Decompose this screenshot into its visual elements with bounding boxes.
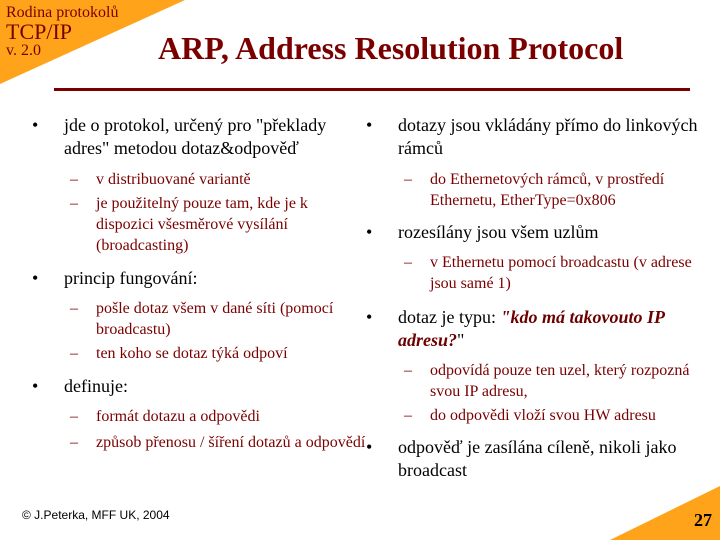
version-label: v. 2.0	[6, 42, 41, 59]
sub-bullet-marker: –	[70, 300, 78, 317]
sub-bullet-reply	[28, 343, 366, 364]
sub-bullet-ethernet-frames	[362, 169, 702, 211]
sub-bullet-transport	[28, 432, 366, 453]
sub-bullet-marker: –	[70, 408, 78, 425]
bullet-sent-to-all	[362, 221, 702, 244]
sub-bullet-text: ten koho se dotaz týká odpoví	[96, 345, 288, 362]
bullet-text-prefix: dotaz je typu:	[398, 307, 501, 327]
bullet-text: jde o protokol, určený pro "překlady adres" metodou dotaz&odpověď	[64, 115, 327, 158]
sub-bullet-text: v Ethernetu pomocí broadcastu (v adrese jsou samé 1)	[430, 254, 692, 292]
bullet-marker: •	[32, 115, 39, 135]
bullet-defines	[28, 375, 366, 398]
bullet-marker: •	[366, 115, 373, 135]
bullet-marker: •	[32, 376, 39, 396]
sub-bullet-marker: –	[70, 434, 78, 451]
series-label: Rodina protokolů	[6, 4, 119, 21]
sub-bullet-marker: –	[404, 362, 412, 379]
sub-bullet-text: do Ethernetových rámců, v prostředí Ethernetu, EtherType=0x806	[430, 171, 665, 209]
bullet-protocol-purpose	[28, 114, 366, 160]
sub-bullet-text: způsob přenosu / šíření dotazů a odpovědí	[96, 434, 366, 451]
query-example: "kdo má takovouto IP adresu?	[398, 307, 665, 350]
right-column	[362, 114, 702, 482]
bullet-marker: •	[366, 222, 373, 242]
sub-bullet-marker: –	[70, 171, 78, 188]
left-column	[28, 114, 366, 453]
sub-bullet-send-query	[28, 298, 366, 340]
sub-bullet-text: je použitelný pouze tam, kde je k dispozici všesměrové vysílání (broadcasting)	[96, 195, 308, 254]
sub-bullet-only-target-replies	[362, 360, 702, 402]
slide-title: ARP, Address Resolution Protocol	[158, 30, 624, 66]
sub-bullet-marker: –	[70, 345, 78, 362]
bullet-text: odpověď je zasílána cíleně, nikoli jako broadcast	[398, 437, 677, 480]
bullet-unicast-reply	[362, 436, 702, 482]
topic-label: TCP/IP	[6, 19, 73, 44]
bullet-marker: •	[366, 307, 373, 327]
sub-bullet-marker: –	[404, 407, 412, 424]
sub-bullet-ethernet-broadcast	[362, 252, 702, 294]
footer-copyright: © J.Peterka, MFF UK, 2004	[22, 508, 170, 522]
bullet-marker: •	[32, 268, 39, 288]
bullet-principle	[28, 267, 366, 290]
sub-bullet-format	[28, 406, 366, 427]
bullet-text: definuje:	[64, 376, 128, 396]
bullet-query-type	[362, 306, 702, 352]
bullet-text: rozesílány jsou všem uzlům	[398, 222, 599, 242]
page-number: 27	[694, 510, 712, 530]
sub-bullet-distributed	[28, 169, 366, 190]
sub-bullet-marker: –	[70, 195, 78, 212]
bullet-link-frames	[362, 114, 702, 160]
sub-bullet-hw-address	[362, 405, 702, 426]
sub-bullet-text: odpovídá pouze ten uzel, který rozpozná svou IP adresu,	[430, 362, 690, 400]
sub-bullet-marker: –	[404, 171, 412, 188]
bullet-text-suffix: "	[457, 330, 465, 350]
sub-bullet-text: v distribuované variantě	[96, 171, 251, 188]
bullet-marker: •	[366, 437, 373, 457]
sub-bullet-text: pošle dotaz všem v dané síti (pomocí broadcastu)	[96, 300, 334, 338]
title-underline	[54, 88, 690, 91]
sub-bullet-broadcast-requirement	[28, 193, 366, 256]
sub-bullet-marker: –	[404, 254, 412, 271]
bullet-text: dotazy jsou vkládány přímo do linkových rámců	[398, 115, 698, 158]
bullet-text: princip fungování:	[64, 268, 198, 288]
sub-bullet-text: do odpovědi vloží svou HW adresu	[430, 407, 656, 424]
sub-bullet-text: formát dotazu a odpovědi	[96, 408, 260, 425]
